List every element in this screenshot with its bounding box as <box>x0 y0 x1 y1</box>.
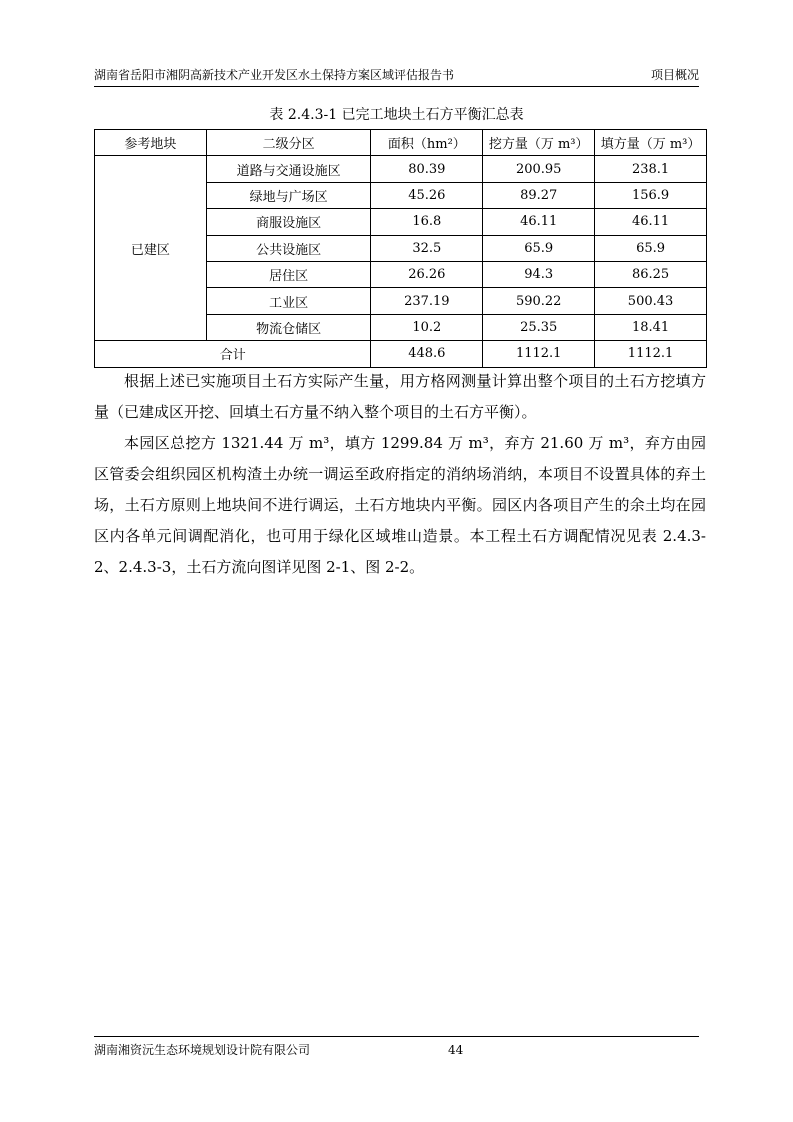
zone-cell: 工业区 <box>206 288 371 314</box>
fill-cell: 156.9 <box>595 182 707 208</box>
body-text <box>94 366 706 583</box>
total-label-cell: 合计 <box>95 341 371 367</box>
zone-cell: 道路与交通设施区 <box>206 156 371 182</box>
area-cell: 10.2 <box>371 314 483 340</box>
header-area: 面积（hm²） <box>371 130 483 156</box>
header-sub-zone: 二级分区 <box>206 130 371 156</box>
area-cell: 45.26 <box>371 182 483 208</box>
cut-cell: 590.22 <box>483 288 595 314</box>
area-cell: 16.8 <box>371 209 483 235</box>
footer-organization: 湖南湘资沅生态环境规划设计院有限公司 <box>94 1043 311 1057</box>
zone-cell: 公共设施区 <box>206 235 371 261</box>
report-title: 湖南省岳阳市湘阴高新技术产业开发区水土保持方案区域评估报告书 <box>94 68 455 82</box>
zone-cell: 绿地与广场区 <box>206 182 371 208</box>
cut-cell: 25.35 <box>483 314 595 340</box>
fill-cell: 18.41 <box>595 314 707 340</box>
page-number: 44 <box>448 1043 464 1057</box>
fill-cell: 238.1 <box>595 156 707 182</box>
total-cut-cell: 1112.1 <box>483 341 595 367</box>
cut-cell: 89.27 <box>483 182 595 208</box>
table-header-row <box>95 130 707 156</box>
fill-cell: 86.25 <box>595 261 707 287</box>
earthwork-table <box>94 129 707 368</box>
area-cell: 237.19 <box>371 288 483 314</box>
zone-cell: 居住区 <box>206 261 371 287</box>
group-label-cell: 已建区 <box>95 156 207 341</box>
area-cell: 32.5 <box>371 235 483 261</box>
table-caption: 表 2.4.3-1 已完工地块土石方平衡汇总表 <box>269 107 524 123</box>
table-total-row <box>95 341 707 367</box>
total-area-cell: 448.6 <box>371 341 483 367</box>
cut-cell: 46.11 <box>483 209 595 235</box>
header-cut-volume: 挖方量（万 m³） <box>483 130 595 156</box>
page-footer <box>94 1036 699 1059</box>
zone-cell: 物流仓储区 <box>206 314 371 340</box>
cut-cell: 65.9 <box>483 235 595 261</box>
fill-cell: 500.43 <box>595 288 707 314</box>
paragraph: 根据上述已实施项目土石方实际产生量，用方格网测量计算出整个项目的土石方挖填方量（已建成区开挖、回填土石方量不纳入整个项目的土石方平衡）。 <box>94 372 706 421</box>
header-reference-plot: 参考地块 <box>95 130 207 156</box>
table-row <box>95 156 707 182</box>
paragraph: 本园区总挖方 1321.44 万 m³，填方 1299.84 万 m³，弃方 21.60 万 m³，弃方由园区管委会组织园区机构渣土办统一调运至政府指定的消纳场消纳，本项目不设置具体的弃土场，土石方原则上地块间不进行调运，土石方地块内平衡。园区内各项目产生的余土均在园区内各单元间调配消化，也可用于绿化区域堆山造景。本工程土石方调配情况见表 2.4.3-2、2.4.3-3，土石方流向图详见图 2-1、图 2-2。 <box>94 434 706 576</box>
area-cell: 80.39 <box>371 156 483 182</box>
cut-cell: 94.3 <box>483 261 595 287</box>
zone-cell: 商服设施区 <box>206 209 371 235</box>
section-title: 项目概况 <box>650 68 699 82</box>
header-fill-volume: 填方量（万 m³） <box>595 130 707 156</box>
area-cell: 26.26 <box>371 261 483 287</box>
page-header <box>94 64 699 87</box>
fill-cell: 46.11 <box>595 209 707 235</box>
total-fill-cell: 1112.1 <box>595 341 707 367</box>
fill-cell: 65.9 <box>595 235 707 261</box>
cut-cell: 200.95 <box>483 156 595 182</box>
